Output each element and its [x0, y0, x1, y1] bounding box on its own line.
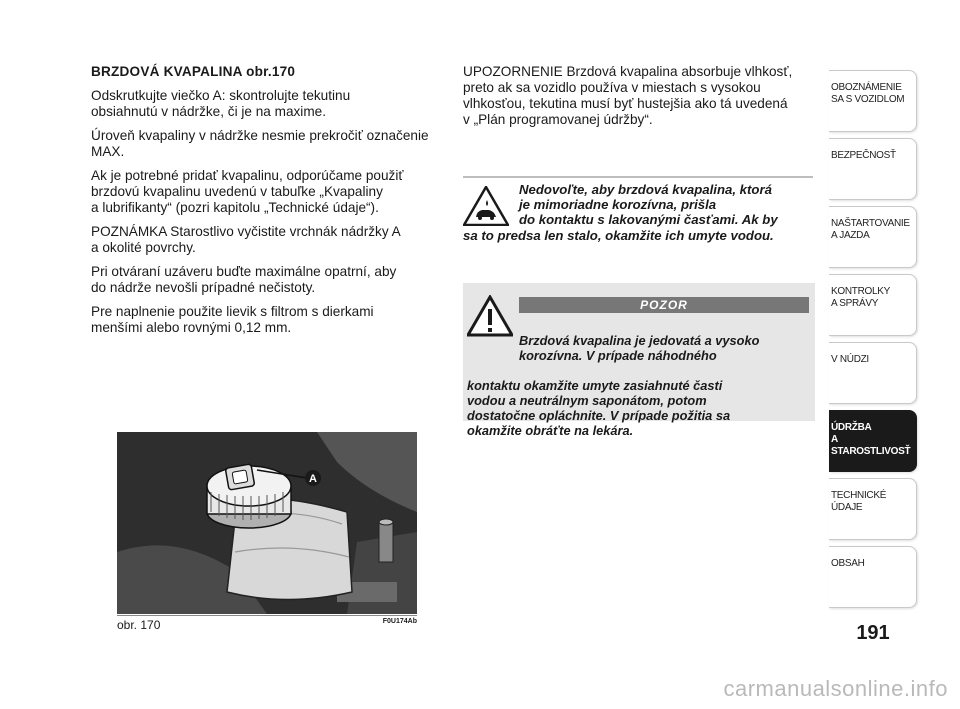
danger-label: POZOR — [519, 297, 809, 313]
paragraph: Pri otváraní uzáveru buďte maximálne opatrní, aby do nádrže nevošli prípadné nečistoty. — [91, 264, 397, 295]
paragraph: POZNÁMKA Starostlivo vyčistite vrchnák nádržky A a okolité povrchy. — [91, 224, 401, 255]
danger-text — [467, 318, 809, 438]
figure-code: F0U174Ab — [382, 618, 417, 625]
danger-box — [463, 283, 815, 438]
tab-technicke-udaje[interactable]: TECHNICKÉ ÚDAJE — [829, 478, 917, 540]
divider — [463, 176, 813, 178]
caution-text-indented: Nedovoľte, aby brzdová kvapalina, ktorá je mimoriadne korozívna, prišla do kontaktu s lakovanými časťami. Ak by — [519, 182, 778, 228]
paragraph: Ak je potrebné pridať kvapalinu, odporúčame použiť brzdovú kvapalinu uvedenú v tabuľke „Kvapaliny a lubrifikanty“ (pozri kapitolu „Technické údaje“). — [91, 168, 404, 215]
caution-text: sa to predsa len stalo, okamžite ich umyte vodou. — [463, 227, 774, 243]
tab-oboznamenie[interactable]: OBOZNÁMENIE SA S VOZIDLOM — [829, 70, 917, 132]
tab-kontrolky[interactable]: KONTROLKY A SPRÁVY — [829, 274, 917, 336]
note-paragraph: UPOZORNENIE Brzdová kvapalina absorbuje vlhkosť, preto ak sa vozidlo používa v miestach s vysokou vlhkosťou, tekutina musí byť hustejšia ako tá uvedená v „Plán programovanej údržby“. — [463, 64, 793, 127]
paragraph: Pre naplnenie použite lievik s filtrom s dierkami menšími alebo rovnými 0,12 mm. — [91, 304, 374, 335]
caution-block — [463, 182, 813, 243]
left-column — [91, 64, 443, 344]
right-column — [463, 64, 815, 128]
tab-udrzba[interactable]: ÚDRŽBA A STAROSTLIVOSŤ — [829, 410, 917, 472]
danger-text-indented: Brzdová kvapalina je jedovatá a vysoko korozívna. V prípade náhodného — [519, 333, 760, 363]
tab-v-nudzi[interactable]: V NÚDZI — [829, 342, 917, 404]
figure-image — [117, 432, 417, 614]
car-paint-warning-icon — [463, 186, 509, 226]
tab-obsah[interactable]: OBSAH — [829, 546, 917, 608]
page-number: 191 — [856, 622, 890, 644]
paragraph: Úroveň kvapaliny v nádržke nesmie prekročiť označenie MAX. — [91, 128, 429, 159]
tab-bezpecnost[interactable]: BEZPEČNOSŤ — [829, 138, 917, 200]
watermark: carmanualsonline.info — [723, 676, 948, 701]
section-heading: BRZDOVÁ KVAPALINA obr.170 — [91, 64, 296, 79]
tab-nastartovanie[interactable]: NAŠTARTOVANIE A JAZDA — [829, 206, 917, 268]
figure-callout-label: A — [309, 473, 317, 485]
figure-caption — [117, 615, 417, 632]
brake-fluid-reservoir-illustration — [117, 432, 417, 614]
figure-label: obr. 170 — [117, 618, 161, 632]
danger-text-rest: kontaktu okamžite umyte zasiahnuté časti vodou a neutrálnym saponátom, potom dostatočne opláchnite. V prípade požitia sa okamžite obráťte na lekára. — [467, 378, 731, 438]
paragraph: Odskrutkujte viečko A: skontrolujte tekutinu obsiahnutú v nádržke, či je na maxime. — [91, 88, 351, 119]
